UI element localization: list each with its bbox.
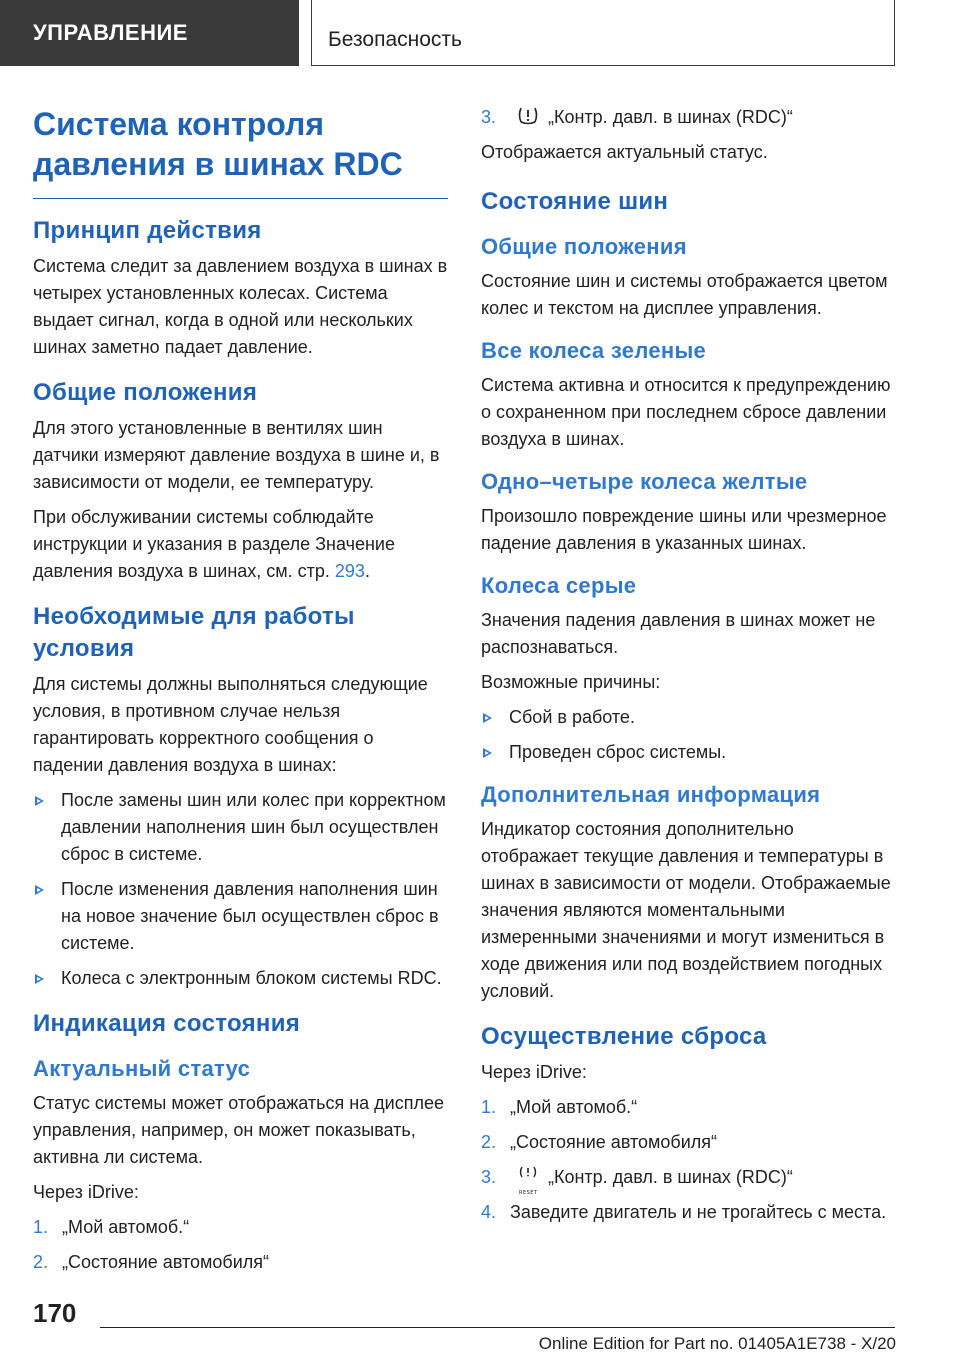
principle-text: Система следит за давлением воздуха в шинах в четырех установленных колесах. Система выдает сигнал, когда в одной или нескольких шинах заметно падает давление. (33, 256, 448, 357)
reset-icon-label: RESET (519, 1190, 538, 1197)
step-number: 4. (481, 1202, 497, 1222)
triangle-bullet-icon (35, 885, 44, 895)
chapter-tab: УПРАВЛЕНИЕ (0, 0, 299, 66)
page-link-293[interactable]: 293 (334, 561, 365, 581)
list-item (33, 787, 448, 868)
list-item (481, 704, 896, 731)
list-item (33, 965, 448, 992)
green-wheels-text: Система активна и относится к предупреждению о сохраненном при последнем сбросе давлении воздуха в шинах. (481, 375, 891, 449)
step-text: „Контр. давл. в шинах (RDC)“ (548, 107, 793, 127)
tire-general-heading: Общие положения (481, 234, 687, 259)
triangle-bullet-icon (483, 748, 492, 758)
gray-wheels-heading: Колеса серые (481, 573, 637, 598)
step-number: 2. (33, 1252, 49, 1272)
tire-state-heading: Состояние шин (481, 188, 669, 215)
step-text: „Контр. давл. в шинах (RDC)“ (548, 1167, 793, 1187)
general-text-1: Для этого установленные в вентилях шин датчики измеряют давление воздуха в шине и, в зависимости от модели, ее температуру. (33, 418, 440, 492)
step-text: „Состояние автомобиля“ (62, 1252, 270, 1272)
general-text-2-end: . (364, 561, 370, 581)
list-item (481, 1094, 896, 1121)
left-column (33, 100, 448, 1284)
extra-info-text: Индикатор состояния дополнительно отображает текущие давления и температуры в шинах в зависимости от модели. Отображаемые значения являются моментальными измеренными значениями и могут измениться в ходе движения или под воздействием погодных условий. (481, 819, 891, 1001)
current-status-text: Статус системы может отображаться на дисплее управления, например, он может показывать, активна ли система. (33, 1093, 445, 1167)
shows-status-text: Отображается актуальный статус. (481, 142, 768, 162)
list-item (481, 1129, 896, 1156)
title-rule (33, 198, 448, 199)
tire-pressure-icon (516, 105, 540, 127)
tire-pressure-reset-icon (516, 1165, 540, 1197)
via-idrive-right: Через iDrive: (481, 1062, 587, 1082)
general-text-2 (33, 504, 448, 585)
reset-steps (481, 1094, 896, 1226)
yellow-wheels-text: Произошло повреждение шины или чрезмерное падение давления в указанных шинах. (481, 506, 887, 553)
tire-general-text: Состояние шин и системы отображается цветом колес и текстом на дисплее управления. (481, 271, 888, 318)
triangle-bullet-icon (35, 974, 44, 984)
gray-wheels-text: Значения падения давления в шинах может не распознаваться. (481, 610, 876, 657)
conditions-text: Для системы должны выполняться следующие условия, в противном случае нельзя гарантировать корректного сообщения о падении давления воздуха в шинах: (33, 674, 428, 775)
list-item (481, 739, 896, 766)
list-item (481, 1199, 896, 1226)
causes-list (481, 704, 896, 766)
step-text: Заведите двигатель и не трогайтесь с места. (510, 1202, 887, 1222)
current-status-heading: Актуальный статус (33, 1056, 251, 1081)
footer-edition: Online Edition for Part no. 01405A1E738 - X/20 (538, 1334, 896, 1353)
footer-rule (100, 1327, 895, 1328)
extra-info-heading: Дополнительная информация (481, 782, 821, 807)
reset-heading: Осуществление сброса (481, 1023, 767, 1050)
left-steps (33, 1214, 448, 1276)
indication-heading: Индикация состояния (33, 1010, 301, 1037)
step-number: 2. (481, 1132, 497, 1152)
page-title: Система контроля давления в шинах RDC (33, 106, 403, 182)
general-heading: Общие положения (33, 379, 258, 406)
step-number: 1. (481, 1097, 497, 1117)
step-number: 1. (33, 1217, 49, 1237)
page-number: 170 (33, 1298, 77, 1328)
list-item (33, 1214, 448, 1241)
triangle-bullet-icon (483, 713, 492, 723)
list-item (33, 1249, 448, 1276)
green-wheels-heading: Все колеса зеленые (481, 338, 707, 363)
step-text: „Мой автомоб.“ (510, 1097, 638, 1117)
continued-steps (481, 104, 896, 131)
list-item (481, 1164, 896, 1197)
list-item-text: Проведен сброс системы. (509, 742, 727, 762)
list-item-text: После изменения давления наполнения шин на новое значение был осуществлен сброс в системе. (61, 879, 439, 953)
yellow-wheels-heading: Одно–четыре колеса желтые (481, 469, 808, 494)
conditions-list (33, 787, 448, 992)
section-title: Безопасность (311, 0, 895, 66)
via-idrive-left: Через iDrive: (33, 1182, 139, 1202)
list-item-text: Сбой в работе. (509, 707, 635, 727)
step-text: „Состояние автомобиля“ (510, 1132, 718, 1152)
list-item (481, 104, 896, 131)
general-text-2-body: При обслуживании системы соблюдайте инструкции и указания в разделе Значение давления воздуха в шинах, см. стр. (33, 507, 395, 581)
triangle-bullet-icon (35, 796, 44, 806)
step-number: 3. (481, 1167, 497, 1187)
step-number: 3. (481, 107, 497, 127)
list-item (33, 876, 448, 957)
causes-label: Возможные причины: (481, 672, 661, 692)
list-item-text: Колеса с электронным блоком системы RDC. (61, 968, 442, 988)
principle-heading: Принцип действия (33, 217, 262, 244)
list-item-text: После замены шин или колес при корректном давлении наполнения шин был осуществлен сброс в системе. (61, 790, 446, 864)
right-column (481, 100, 896, 1234)
step-text: „Мой автомоб.“ (62, 1217, 190, 1237)
conditions-heading: Необходимые для работы условия (33, 603, 355, 662)
